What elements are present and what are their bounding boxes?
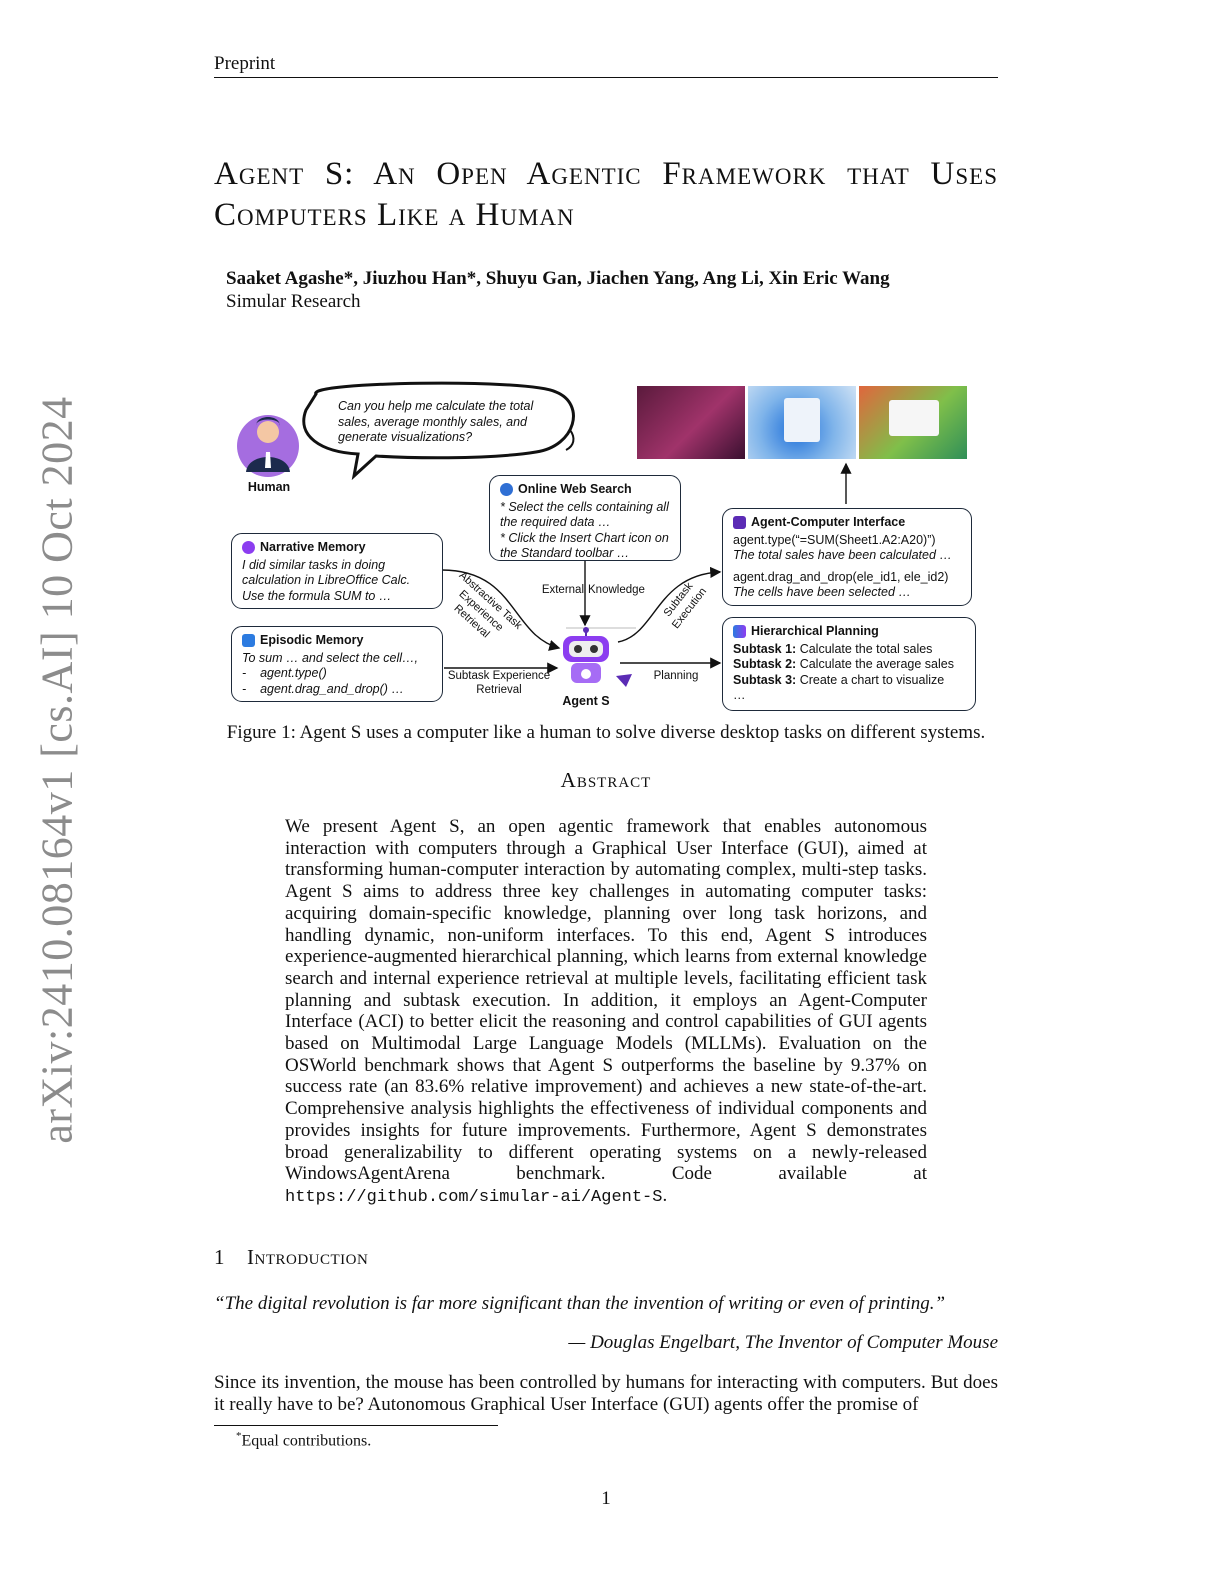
- web-search-box: [489, 475, 681, 561]
- web-search-line-1: * Select the cells containing all the required data …: [500, 499, 669, 529]
- footnote-rule: [214, 1425, 498, 1426]
- section-title: Introduction: [247, 1245, 369, 1269]
- screenshot-ubuntu: [637, 386, 745, 459]
- subtask-2: Subtask 2: Calculate the average sales: [733, 657, 954, 671]
- folder-icon: [242, 634, 255, 647]
- abstract-body: We present Agent S, an open agentic framework that enables autonomous interaction with computers through a Graphical User Interface (GUI), aimed at transforming human-computer interaction by automating complex, multi-step tasks. Agent S aims to address three key challenges in automating computer tasks: acquiring domain-specific knowledge, planning over long task horizons, and handling dynamic, non-uniform interfaces. To this end, Agent S introduces experience-augmented hierarchical planning, which learns from external knowledge search and internal experience retrieval at multiple levels, facilitating efficient task planning and subtask execution. In addition, it employs an Agent-Computer Interface (ACI) to better elicit the reasoning and control capabilities of GUI agents based on Multimodal Large Language Models (MLLMs). Evaluation on the OSWorld benchmark shows that Agent S outperforms the baseline by 9.37% on success rate (an 83.6% relative improvement) and achieves a new state-of-the-art. Comprehensive analysis highlights the effectiveness of individual components and provides insights for future improvements. Furthermore, Agent S demonstrates broad generalizability to different operating systems on a newly-released WindowsAgentArena benchmark. Code available at https://github.com/simular-ai/Agent-S.: [285, 816, 927, 1207]
- section-heading: [214, 1245, 368, 1270]
- human-label: Human: [247, 480, 291, 494]
- search-icon: [500, 483, 513, 496]
- figure-1: [226, 380, 986, 720]
- label-knowledge: Knowledge: [588, 584, 645, 596]
- subtask-more: …: [733, 688, 746, 702]
- narrative-memory-text: I did similar tasks in doing calculation in LibreOffice Calc. Use the formula SUM to …: [242, 557, 411, 603]
- brain-icon: [242, 541, 255, 554]
- aci-line-1: agent.type(“=SUM(Sheet1.A2:A20)”): [733, 532, 936, 547]
- footnote: [236, 1430, 371, 1450]
- aci-line-2: The total sales have been calculated …: [733, 548, 952, 562]
- episodic-memory-line-1: To sum … and select the cell…,: [242, 650, 419, 665]
- episodic-memory-line-3: - agent.drag_and_drop() …: [242, 681, 404, 696]
- figure-caption: Figure 1: Agent S uses a computer like a human to solve diverse desktop tasks on different systems.: [226, 722, 986, 743]
- screenshot-macos: [859, 386, 967, 459]
- aci-line-3: agent.drag_and_drop(ele_id1, ele_id2): [733, 569, 949, 584]
- planning-title: Hierarchical Planning: [751, 624, 879, 638]
- running-header: Preprint: [214, 53, 276, 74]
- header-rule: [214, 77, 998, 78]
- abstract-text: We present Agent S, an open agentic framework that enables autonomous interaction with computers through a Graphical User Interface (GUI), aimed at transforming human-computer interaction by automating complex, multi-step tasks. Agent S aims to address three key challenges in automating computer tasks: acquiring domain-specific knowledge, planning over long task horizons, and handling dynamic, non-uniform interfaces. To this end, Agent S introduces experience-augmented hierarchical planning, which learns from external knowledge search and internal experience retrieval at multiple levels, facilitating efficient task planning and subtask execution. In addition, it employs an Agent-Computer Interface (ACI) to better elicit the reasoning and control capabilities of GUI agents based on Multimodal Large Language Models (MLLMs). Evaluation on the OSWorld benchmark shows that Agent S outperforms the baseline by 9.37% on success rate (an 83.6% relative improvement) and achieves a new state-of-the-art. Comprehensive analysis highlights the effectiveness of individual components and provides insights for future improvements. Furthermore, Agent S demonstrates broad generalizability to different operating systems on a newly-released WindowsAgentArena benchmark. Code available at: [285, 816, 927, 1185]
- narrative-memory-box: [231, 533, 443, 609]
- affiliation: Simular Research: [226, 291, 361, 312]
- aci-line-4: The cells have been selected …: [733, 585, 911, 599]
- page-number: 1: [601, 1488, 611, 1509]
- aci-box: [722, 508, 972, 606]
- aci-title: Agent-Computer Interface: [751, 515, 906, 529]
- label-external: External: [541, 584, 584, 596]
- agent-label: Agent S: [562, 694, 610, 708]
- code-link[interactable]: https://github.com/simular-ai/Agent-S: [285, 1187, 663, 1207]
- planning-box: [722, 617, 976, 711]
- web-search-line-2: * Click the Insert Chart icon on the Standard toolbar …: [500, 530, 669, 560]
- episodic-memory-line-2: - agent.type(): [242, 666, 327, 680]
- laptop-icon: [733, 516, 746, 529]
- hierarchy-icon: [733, 625, 746, 638]
- section-number: 1: [214, 1245, 225, 1269]
- abstract-heading: Abstract: [560, 768, 652, 792]
- epigraph-attribution: — Douglas Engelbart, The Inventor of Computer Mouse: [568, 1332, 998, 1353]
- agent-robot-icon: [563, 627, 632, 687]
- footnote-text: Equal contributions.: [241, 1432, 372, 1450]
- footnote-mark: *: [236, 1430, 242, 1442]
- label-subtask-experience: Subtask Experience Retrieval: [447, 670, 551, 696]
- web-search-title: Online Web Search: [518, 482, 632, 496]
- label-planning: Planning: [653, 670, 699, 682]
- human-speech: Can you help me calculate the total sales, average monthly sales, and generate visualizations?: [338, 399, 534, 444]
- arxiv-identifier: arXiv:2410.08164v1 [cs.AI] 10 Oct 2024: [32, 396, 82, 1144]
- label-abstractive-retrieval: Abstractive Task Experience Retrieval: [451, 569, 525, 641]
- episodic-memory-box: [231, 626, 443, 702]
- paper-title: Agent S: An Open Agentic Framework that Uses Computers Like a Human: [214, 156, 998, 233]
- screenshot-windows: [748, 386, 856, 459]
- subtask-3: Subtask 3: Create a chart to visualize: [733, 672, 945, 687]
- narrative-memory-title: Narrative Memory: [260, 540, 366, 554]
- epigraph-quote: “The digital revolution is far more significant than the invention of writing or even of printing.”: [214, 1293, 946, 1314]
- subtask-1: Subtask 1: Calculate the total sales: [733, 641, 933, 656]
- author-list: Saaket Agashe*, Jiuzhou Han*, Shuyu Gan, Jiachen Yang, Ang Li, Xin Eric Wang: [226, 268, 890, 289]
- intro-paragraph: Since its invention, the mouse has been controlled by humans for interacting with computers. But does it really have to be? Autonomous Graphical User Interface (GUI) agents offer the promise of: [214, 1372, 998, 1415]
- episodic-memory-title: Episodic Memory: [260, 633, 364, 647]
- label-subtask-execution: Subtask Execution: [661, 580, 710, 632]
